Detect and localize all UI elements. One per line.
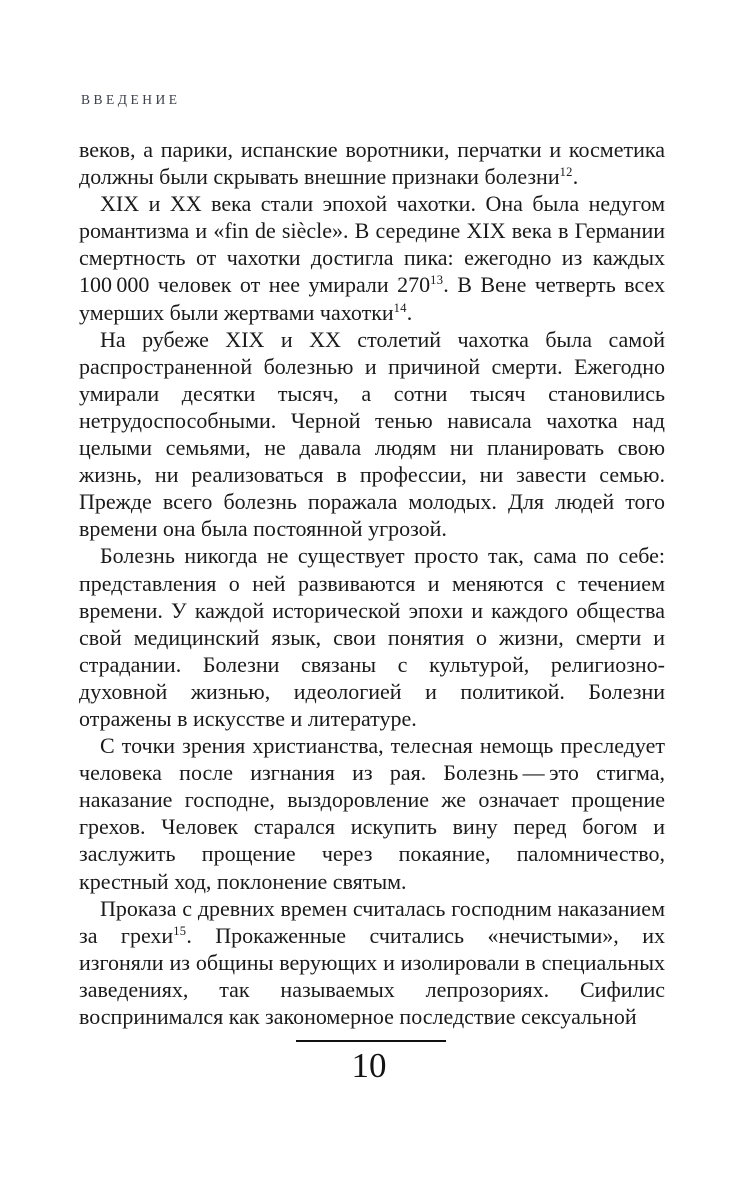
paragraph-text: Проказа с древних времен считалась господним наказанием за грехи — [79, 895, 665, 948]
body-text — [79, 136, 665, 1030]
paragraph-4 — [79, 542, 665, 732]
paragraph-text: С точки зрения христианства, телесная немощь преследует человека после изгнания из рая. Болезнь — это стигма, наказание господне, выздоровление же означает прощение грехов. Человек старался искупить вину перед богом и заслужить прощение через покаяние, паломничество, крестный ход, поклонение святым. — [79, 733, 665, 894]
paragraph-3 — [79, 326, 665, 543]
paragraph-6 — [79, 895, 665, 1030]
paragraph-text: . — [572, 164, 579, 190]
footnote-ref-14: 14 — [393, 300, 407, 315]
paragraph-text: На рубеже XIX и XX столетий чахотка была самой распространенной болезнью и причиной смерти. Ежегодно умирали десятки тысяч, а сотни тысяч становились нетрудоспособными. Черной тенью нависала чахотка над целыми семьями, не давала людям ни планировать свою жизнь, ни реализоваться в профессии, ни завести семью. Прежде всего болезнь поражала молодых. Для людей того времени она была постоянной угрозой. — [79, 326, 665, 542]
footnote-ref-12: 12 — [559, 165, 573, 180]
paragraph-text: . В Вене четверть всех умерших были жертвами чахотки — [79, 272, 665, 325]
paragraph-1 — [79, 136, 665, 190]
footer-divider — [296, 1040, 446, 1042]
paragraph-text: XIX и XX века стали эпохой чахотки. Она была недугом романтизма и «fin de siècle». В середине XIX века в Германии смертность от чахотки достигла пика: ежегодно из каждых 100 000 человек от нее умирали 270 — [79, 191, 665, 298]
paragraph-text: . — [406, 299, 413, 325]
paragraph-5 — [79, 732, 665, 895]
paragraph-text: веков, а парики, испанские воротники, перчатки и косметика должны были скрывать внешние признаки болезни — [79, 137, 665, 190]
paragraph-text: . Прокаженные считались «нечистыми», их изгоняли из общины верующих и изолировали в специальных заведениях, так называемых лепрозориях. Сифилис воспринимался как закономерное последствие сексуальной — [79, 922, 665, 1029]
footnote-ref-13: 13 — [430, 273, 444, 288]
paragraph-2 — [79, 190, 665, 325]
paragraph-text: Болезнь никогда не существует просто так, сама по себе: представления о ней развиваются и меняются с течением времени. У каждой исторической эпохи и каждого общества свой медицинский язык, свои понятия о жизни, смерти и страдании. Болезни связаны с культурой, религиозно-духовной жизнью, идеологией и политикой. Болезни отражены в искусстве и литературе. — [79, 543, 665, 731]
page-number: 10 — [351, 1046, 387, 1085]
footnote-ref-15: 15 — [173, 923, 187, 938]
running-header: ВВЕДЕНИЕ — [81, 92, 181, 107]
